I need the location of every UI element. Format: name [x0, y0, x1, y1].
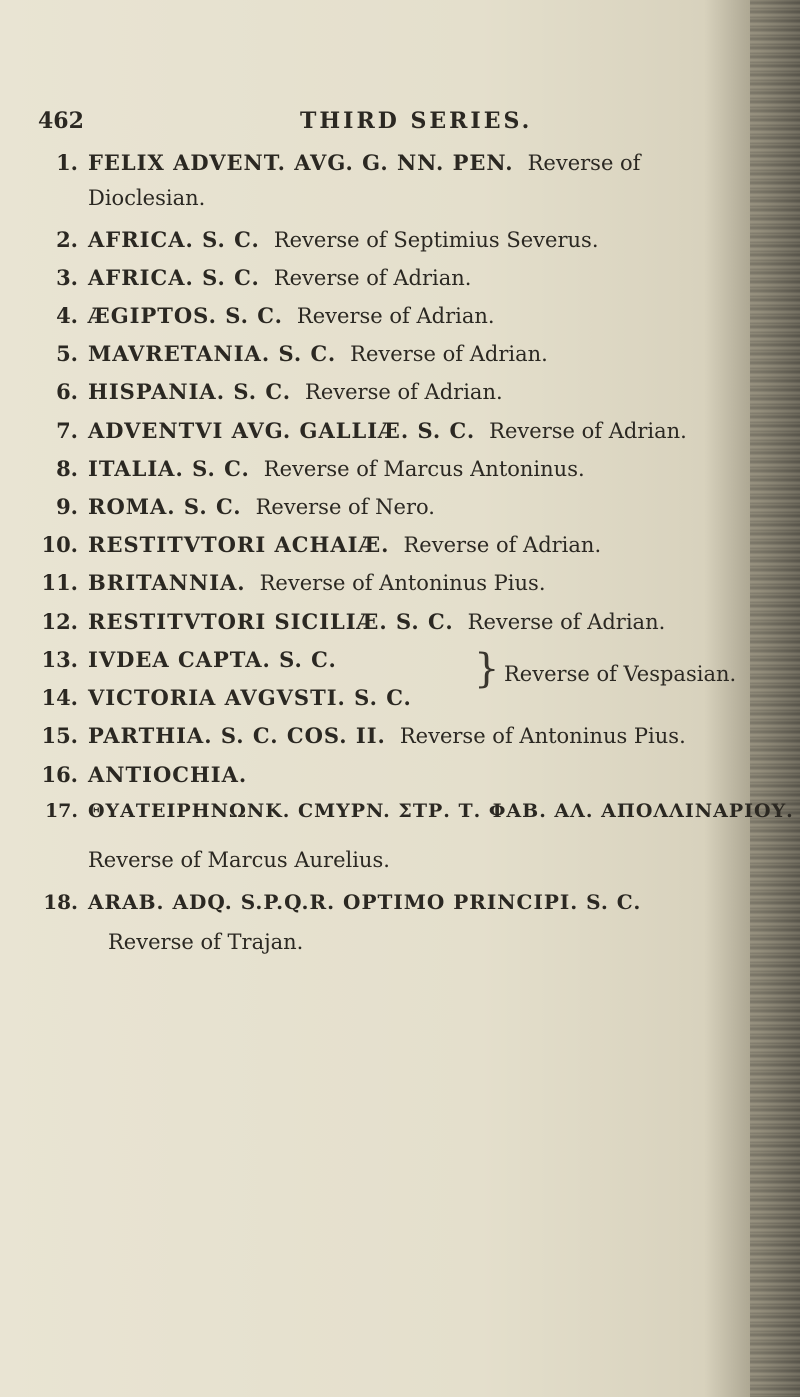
entry-number: 1. — [56, 150, 78, 175]
reverse-note: Reverse of Adrian. — [467, 610, 666, 634]
entry-number: 17. — [44, 800, 78, 822]
coin-legend: ADVENTVI AVG. GALLIÆ. S. C. — [88, 418, 476, 443]
entry-number: 3. — [56, 265, 78, 290]
entry-4 — [30, 303, 760, 328]
reverse-note: Reverse of Adrian. — [296, 304, 495, 328]
reverse-note: Reverse of Adrian. — [403, 533, 602, 557]
entry-number: 15. — [41, 723, 78, 748]
entry-number: 12. — [41, 609, 78, 634]
coin-legend: ITALIA. S. C. — [88, 456, 250, 481]
entry-9 — [30, 494, 760, 519]
entry-2 — [30, 227, 760, 252]
page-number: 462 — [38, 108, 84, 134]
brace-glyph: } — [474, 646, 500, 692]
coin-legend: PARTHIA. S. C. COS. II. — [88, 723, 386, 748]
running-head: THIRD SERIES. — [300, 108, 533, 134]
reverse-note: Reverse of Adrian. — [305, 380, 503, 404]
entry-3 — [30, 265, 760, 290]
reverse-note: Reverse of Nero. — [255, 495, 435, 519]
coin-legend: AFRICA. S. C. — [88, 227, 260, 252]
entry-number: 18. — [43, 890, 78, 914]
entry-18-continuation: Reverse of Trajan. — [108, 930, 304, 954]
entry-number: 14. — [41, 685, 78, 710]
entry-number: 10. — [41, 532, 78, 557]
coin-legend: BRITANNIA. — [88, 570, 246, 595]
coin-legend: FELIX ADVENT. AVG. G. NN. PEN. — [88, 150, 514, 175]
entry-16 — [30, 762, 760, 787]
entry-11 — [30, 570, 760, 595]
entry-17 — [30, 800, 794, 822]
entry-number: 11. — [41, 570, 78, 595]
coin-legend: RESTITVTORI SICILIÆ. S. C. — [88, 609, 454, 634]
entry-number: 7. — [56, 418, 78, 443]
entry-6 — [30, 379, 760, 404]
page-header — [38, 108, 738, 138]
reverse-note: Reverse of Antoninus Pius. — [399, 724, 686, 748]
coin-legend: RESTITVTORI ACHAIÆ. — [88, 532, 390, 557]
entry-number: 8. — [56, 456, 78, 481]
entry-number: 5. — [56, 341, 78, 366]
coin-legend: ANTIOCHIA. — [88, 762, 248, 787]
entry-1-continuation: Dioclesian. — [88, 186, 206, 210]
entry-7 — [30, 418, 760, 443]
brace-reverse-note: Reverse of Vespasian. — [504, 662, 737, 686]
coin-legend: HISPANIA. S. C. — [88, 379, 292, 404]
coin-legend: ΘΥΑΤΕΙΡΗΝΩΝΚ. CMYPN. ΣΤΡ. Τ. ΦΑΒ. ΑΛ. ΑΠΟΛΛΙΝΑΡΙΟΥ. — [88, 800, 794, 822]
coin-legend: AFRICA. S. C. — [88, 265, 260, 290]
entry-15 — [30, 723, 760, 748]
entry-12 — [30, 609, 760, 634]
entry-number: 9. — [56, 494, 78, 519]
entry-number: 13. — [41, 647, 78, 672]
entry-5 — [30, 341, 760, 366]
coin-legend: VICTORIA AVGVSTI. S. C. — [88, 685, 412, 710]
entry-14 — [30, 685, 760, 710]
entry-17-continuation: Reverse of Marcus Aurelius. — [88, 848, 390, 872]
reverse-note: Reverse of Septimius Severus. — [273, 228, 599, 252]
coin-legend: IVDEA CAPTA. S. C. — [88, 647, 337, 672]
entry-1 — [30, 150, 760, 175]
entry-number: 4. — [56, 303, 78, 328]
reverse-note: Reverse of Marcus Antoninus. — [263, 457, 585, 481]
reverse-note: Reverse of Adrian. — [273, 266, 472, 290]
entry-8 — [30, 456, 760, 481]
coin-legend: ÆGIPTOS. S. C. — [88, 303, 283, 328]
entry-number: 2. — [56, 227, 78, 252]
reverse-note: Reverse of Antoninus Pius. — [259, 571, 546, 595]
entry-10 — [30, 532, 760, 557]
entry-number: 16. — [41, 762, 78, 787]
coin-legend: MAVRETANIA. S. C. — [88, 341, 337, 366]
reverse-note: Reverse of Adrian. — [350, 342, 548, 366]
coin-legend: ROMA. S. C. — [88, 494, 242, 519]
entry-number: 6. — [56, 379, 78, 404]
entry-18 — [30, 890, 760, 914]
coin-legend: ARAB. ADQ. S.P.Q.R. OPTIMO PRINCIPI. S. C. — [88, 890, 642, 914]
reverse-note: Reverse of Adrian. — [489, 419, 687, 443]
reverse-note: Reverse of — [527, 151, 641, 175]
